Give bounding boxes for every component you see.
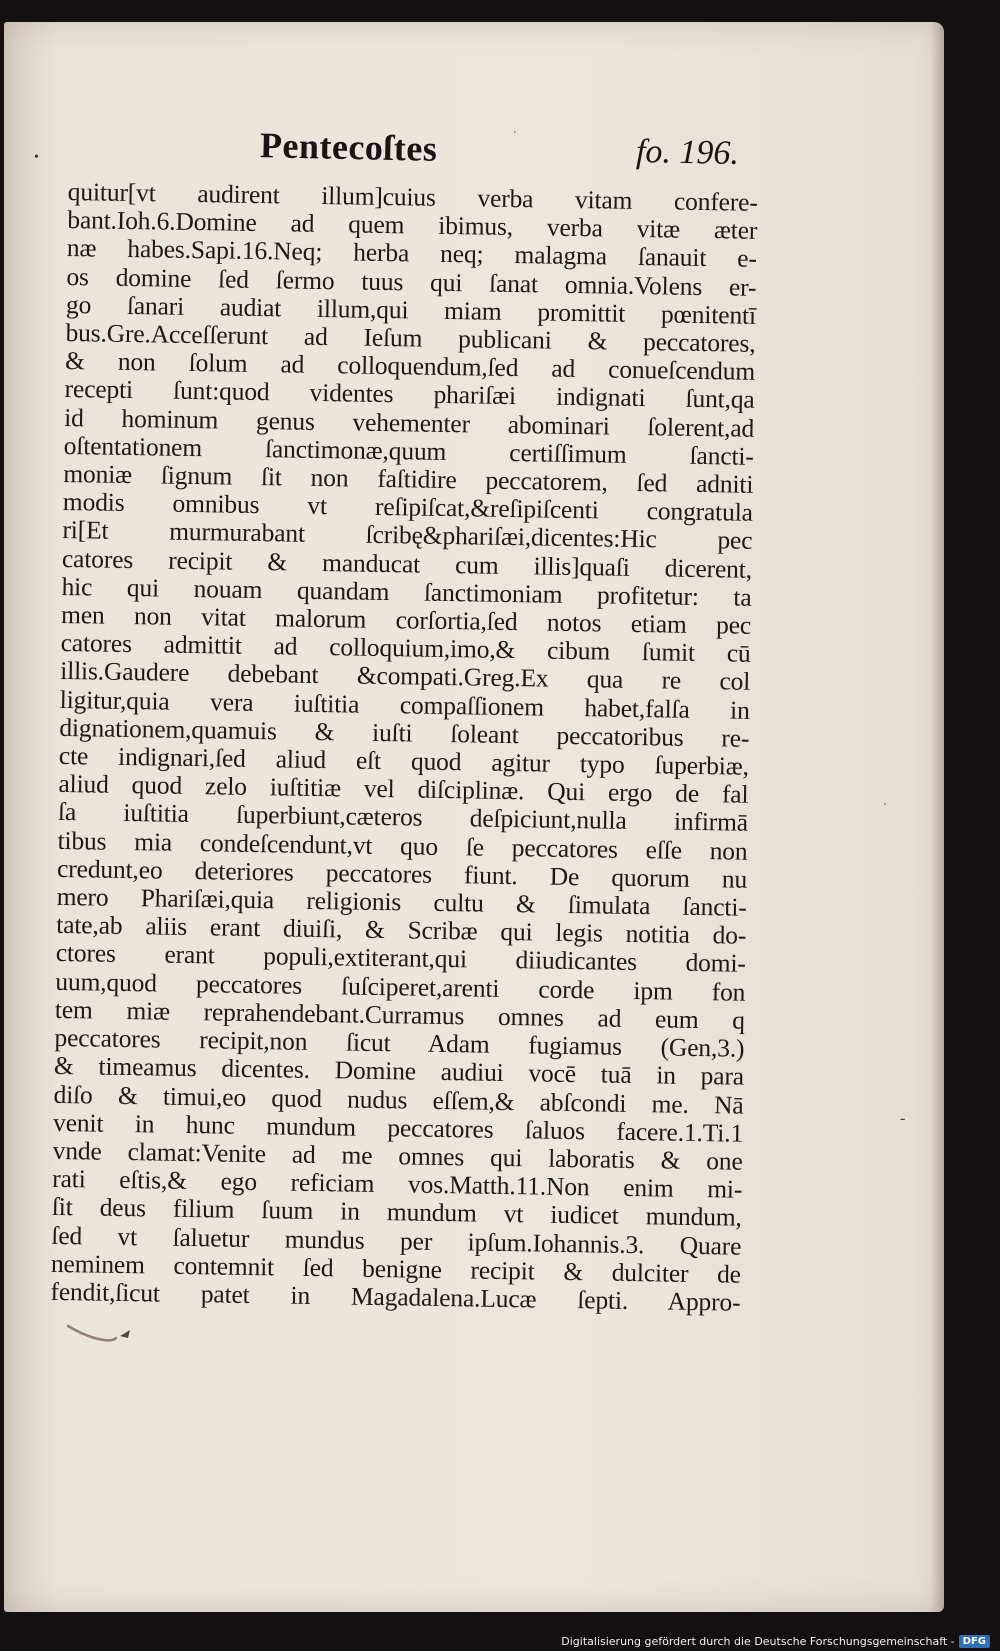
text-line: venit in hunc mundum peccatores ſaluos facere.1.Ti.1 <box>52 1107 744 1148</box>
text-line: quitur[vt audirent illum]cuius verba vitam confere- <box>67 177 758 217</box>
book-page <box>4 22 944 1612</box>
text-line: peccatores recipit,non ſicut Adam fugiamus (Gen,3.) <box>54 1022 745 1063</box>
text-line: aliud quod zelo iuſtitiæ vel diſciplinæ. Qui ergo de fal <box>58 769 749 810</box>
text-line: ſa iuſtitia ſuperbiunt,cæteros deſpiciunt,nulla infirmā <box>57 797 749 838</box>
text-line: oſtentationem ſanctimonæ,quum certiſſimum ſancti- <box>63 430 754 471</box>
text-line: tem miæ reprahendebant.Curramus omnes ad eum q <box>54 994 746 1035</box>
text-line: ſed vt ſaluetur mundus per ipſum.Iohannis.3. Quare <box>51 1220 742 1261</box>
ink-speck: • <box>34 150 39 165</box>
text-line: tibus mia condeſcendunt,vt quo ſe peccatores eſſe non <box>57 825 748 866</box>
digitization-credit <box>561 1631 990 1651</box>
text-line: vnde clamat:Venite ad me omnes qui laboratis & one <box>52 1135 743 1176</box>
text-line: & non ſolum ad colloquendum,ſed ad conueſcendum <box>64 346 756 387</box>
body-text <box>50 178 758 1317</box>
text-line: os domine ſed ſermo tuus qui ſanat omnia.Volens er- <box>66 261 757 302</box>
text-line: men non vitat malorum corſortia,ſed notos etiam pec <box>60 599 752 640</box>
text-line: go ſanari audiat illum,qui miam promittit pœnitentī <box>65 289 757 330</box>
text-line: uum,quod peccatores ſuſciperet,arenti corde ipm fon <box>55 966 746 1007</box>
text-line: næ habes.Sapi.16.Neq; herba neq; malagma ſanauit e- <box>66 233 758 274</box>
text-line: bant.Ioh.6.Domine ad quem ibimus, verba vitæ æter <box>67 205 758 246</box>
text-line: recepti ſunt:quod videntes phariſæi indignati ſunt,qa <box>64 374 755 415</box>
text-line: diſo & timui,eo quod nudus eſſem,& abſcondi me. Nā <box>53 1079 744 1120</box>
text-line: neminem contemnit ſed benigne recipit & dulciter de <box>50 1248 742 1289</box>
text-line: tate,ab aliis erant diuiſi, & Scribæ qui legis notitia do- <box>56 910 747 951</box>
text-line: fendit,ſicut patet in Magadalena.Lucæ ſepti. Appro- <box>50 1276 741 1317</box>
text-line: bus.Gre.Acceſſerunt ad Ieſum publicani & peccatores, <box>65 317 756 358</box>
text-line: illis.Gaudere debebant &compati.Greg.Ex qua re col <box>60 656 751 697</box>
text-line: catores recipit & manducat cum illis]quaſi dicerent, <box>61 543 753 584</box>
page-edge-shadow <box>930 22 944 1612</box>
text-line: id hominum genus vehementer abominari ſolerent,ad <box>64 402 755 443</box>
text-line: catores admittit ad colloquium,imo,& cibum ſumit cū <box>60 628 751 669</box>
folio-number: fo. 196. <box>635 133 740 172</box>
text-line: ctores erant populi,extiterant,qui diiudicantes domi- <box>55 938 746 979</box>
text-line: credunt,eo deteriores peccatores fiunt. De quorum nu <box>56 853 748 894</box>
running-head: Pentecoſtes <box>259 125 438 169</box>
ink-speck: ' <box>514 130 516 141</box>
page-header <box>4 108 944 172</box>
text-line: ligitur,quia vera iuſtitia compaſſionem habet,falſa in <box>59 684 750 725</box>
dfg-logo: DFG <box>959 1635 990 1648</box>
text-line: ri[Et murmurabant ſcribę&phariſæi,dicentes:Hic pec <box>62 515 753 556</box>
credit-text: Digitalisierung gefördert durch die Deutsche Forschungsgemeinschaft - <box>561 1634 955 1648</box>
text-line: hic qui nouam quandam ſanctimoniam profitetur: ta <box>61 571 752 612</box>
text-line: modis omnibus vt reſipiſcat,&reſipiſcenti congratula <box>62 487 754 528</box>
ink-speck: ' <box>884 802 886 813</box>
text-line: ſit deus filium ſuum in mundum vt iudicet mundum, <box>51 1192 742 1233</box>
ink-smudge-icon <box>64 1322 134 1348</box>
text-line: moniæ ſignum ſit non faſtidire peccatorem, ſed adniti <box>63 458 754 499</box>
text-line: cte indignari,ſed aliud eſt quod agitur typo ſuperbiæ, <box>58 740 750 781</box>
text-line: & timeamus dicentes. Domine audiui vocē tuā in para <box>53 1051 745 1092</box>
text-line: rati eſtis,& ego reficiam vos.Matth.11.Non enim mi- <box>52 1163 743 1204</box>
ink-speck: - <box>900 1110 906 1127</box>
text-line: mero Phariſæi,quia religionis cultu & ſimulata ſancti- <box>56 881 747 922</box>
text-line: dignationem,quamuis & iuſti ſoleant peccatoribus re- <box>59 712 750 753</box>
